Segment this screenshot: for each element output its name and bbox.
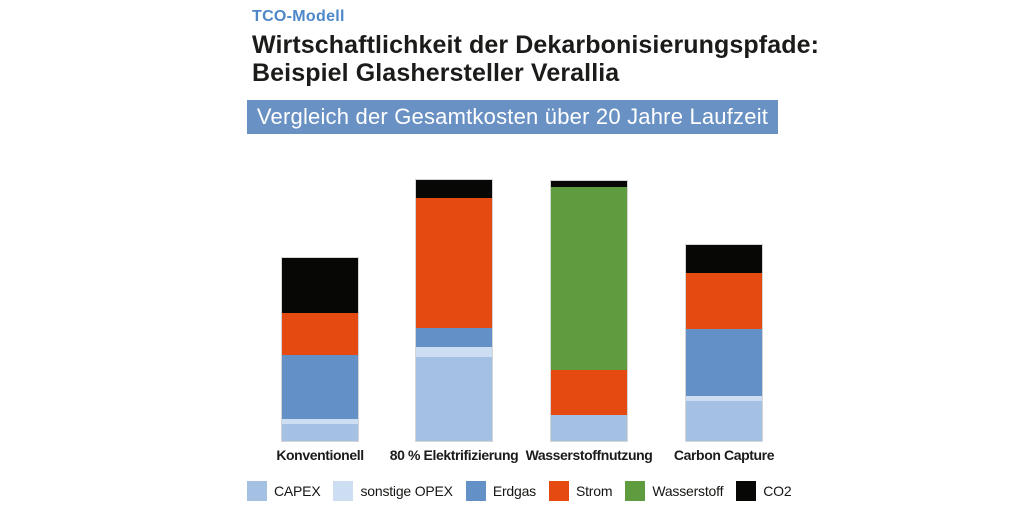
- segment-strom-80-elektrifizierung: [416, 198, 492, 328]
- page-title: [252, 31, 819, 87]
- segment-sonstige-opex-80-elektrifizierung: [416, 347, 492, 357]
- segment-capex-80-elektrifizierung: [416, 357, 492, 441]
- bar-konventionell: [282, 258, 358, 441]
- segment-capex-carbon-capture: [686, 401, 762, 441]
- bar-80-elektrifizierung: [416, 180, 492, 441]
- title-line-1: Wirtschaftlichkeit der Dekarbonisierungspfade:: [252, 31, 820, 59]
- legend-item-strom: [549, 481, 612, 501]
- category-axis: [0, 447, 1024, 467]
- legend-label-erdgas: Erdgas: [492, 483, 536, 499]
- segment-capex-konventionell: [282, 424, 358, 441]
- legend-label-wasserstoff: Wasserstoff: [652, 483, 724, 499]
- segment-erdgas-konventionell: [282, 355, 358, 419]
- legend-item-wasserstoff: [625, 481, 723, 501]
- legend-swatch-sonstige-opex: [333, 481, 353, 501]
- legend-label-strom: Strom: [575, 483, 613, 499]
- legend-swatch-strom: [549, 481, 569, 501]
- chart-legend: [247, 480, 791, 502]
- stacked-bar-chart: [0, 180, 1024, 441]
- category-label-80-elektrifizierung: 80 % Elektrifizierung: [389, 447, 519, 463]
- segment-strom-wasserstoffnutzung: [551, 370, 627, 415]
- legend-label-capex: CAPEX: [274, 483, 321, 499]
- category-label-konventionell: Konventionell: [276, 447, 364, 463]
- legend-swatch-capex: [247, 481, 267, 501]
- bar-wasserstoffnutzung: [551, 181, 627, 441]
- title-line-2: Beispiel Glashersteller Verallia: [252, 59, 620, 87]
- segment-erdgas-80-elektrifizierung: [416, 328, 492, 347]
- kicker-label: TCO-Modell: [252, 8, 345, 25]
- segment-wasserstoff-wasserstoffnutzung: [551, 187, 627, 370]
- segment-strom-konventionell: [282, 313, 358, 355]
- segment-co2-80-elektrifizierung: [416, 180, 492, 198]
- bar-carbon-capture: [686, 245, 762, 441]
- category-label-wasserstoffnutzung: Wasserstoffnutzung: [525, 447, 653, 463]
- segment-erdgas-carbon-capture: [686, 329, 762, 396]
- legend-item-sonstige-opex: [333, 481, 452, 501]
- legend-item-capex: [247, 481, 320, 501]
- segment-co2-carbon-capture: [686, 245, 762, 273]
- segment-capex-wasserstoffnutzung: [551, 415, 627, 441]
- legend-swatch-co2: [736, 481, 756, 501]
- legend-swatch-erdgas: [466, 481, 486, 501]
- category-label-carbon-capture: Carbon Capture: [673, 447, 775, 463]
- segment-co2-konventionell: [282, 258, 358, 313]
- legend-item-erdgas: [466, 481, 536, 501]
- legend-label-sonstige-opex: sonstige OPEX: [360, 483, 453, 499]
- segment-strom-carbon-capture: [686, 273, 762, 329]
- legend-swatch-wasserstoff: [625, 481, 645, 501]
- legend-label-co2: CO2: [763, 483, 792, 499]
- legend-item-co2: [736, 481, 791, 501]
- subtitle-banner: Vergleich der Gesamtkosten über 20 Jahre Laufzeit: [247, 100, 778, 134]
